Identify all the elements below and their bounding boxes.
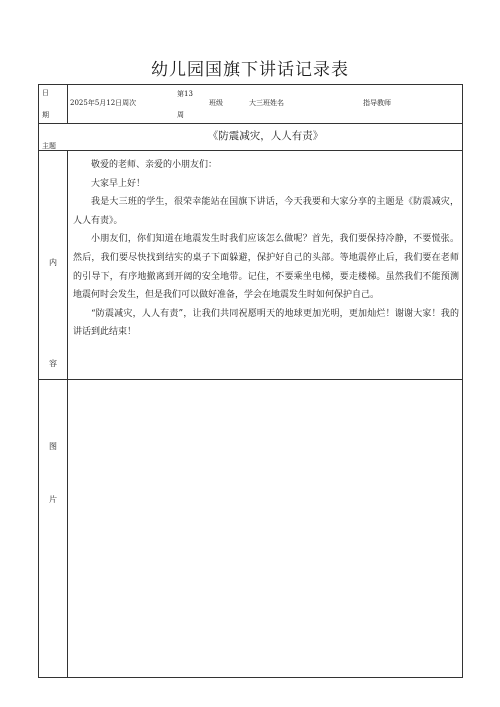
pictures-label-top: 图 [49, 442, 57, 451]
content-label-top: 内 [49, 258, 57, 267]
class-label: 班级 [209, 99, 223, 107]
col-divider-header [67, 85, 68, 123]
speech-paragraph: 大家早上好！ [91, 178, 146, 189]
page-title: 幼儿园国旗下讲话记录表 [151, 60, 349, 80]
class-value: 大三班姓名 [249, 99, 284, 107]
record-form [38, 84, 463, 678]
week-number: 第13 [177, 90, 193, 98]
topic-value: 《防震减灾，人人有责》 [207, 130, 324, 142]
teacher-label: 指导教师 [363, 99, 391, 107]
date-value: 2025年5月12日周次 [70, 99, 137, 107]
date-label-top: 日 [42, 89, 49, 97]
week-suffix: 周 [177, 111, 184, 119]
row-divider-topic [39, 150, 462, 151]
speech-paragraph: 我是大三班的学生，很荣幸能站在国旗下讲话，今天我要和大家分享的主题是《防震减灾，人人有责》。 [73, 197, 459, 226]
pictures-label-bottom: 片 [49, 495, 57, 504]
speech-paragraph: “防震减灾，人人有责”，让我们共同祝愿明天的地球更加光明，更加灿烂！谢谢大家！我的讲话到此结束！ [73, 308, 459, 338]
speech-paragraph: 小朋友们，你们知道在地震发生时我们应该怎么做呢？首先，我们要保持冷静，不要慌张。然后，我们要尽快找到结实的桌子下面躲避，保护好自己的头部。等地震停止后，我们要在老师的引导下，有序地撤离到开阔的安全地带。记住，不要乘坐电梯，要走楼梯。虽然我们不能预测地震何时会发生，但是我们可以做好准备，学会在地震发生时如何保护自己。 [73, 234, 459, 301]
topic-label: 主题 [42, 142, 56, 150]
speech-content [73, 156, 459, 342]
pictures-area [68, 380, 463, 677]
speech-paragraph: 敬爱的老师、亲爱的小朋友们： [91, 160, 218, 170]
date-label-bottom: 期 [42, 111, 49, 119]
content-label-bottom: 容 [49, 359, 57, 368]
